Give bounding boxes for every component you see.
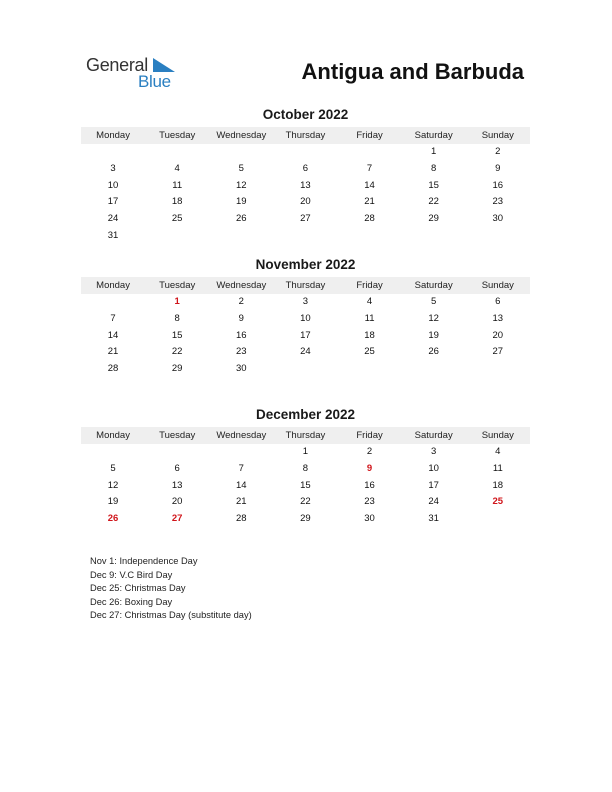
logo-triangle-icon [153,58,175,72]
day-cell: 18 [364,329,375,341]
day-cell: 10 [107,179,119,191]
month-october [81,107,530,245]
week-row [81,344,530,361]
weekday-label: Monday [96,130,130,141]
month-grid [81,444,530,528]
week-row [81,144,530,161]
day-cell: 4 [174,162,180,174]
day-cell: 28 [236,513,247,525]
day-cell: 16 [236,329,247,341]
empty-day-cell [145,144,209,161]
day-cell: 29 [171,363,183,375]
day-cell: 22 [171,346,183,358]
day-cell: 12 [107,479,119,491]
day-cell: 17 [428,479,439,491]
day-cell: 23 [492,196,504,208]
empty-day-cell [466,511,530,528]
week-row [81,361,530,378]
day-cell: 15 [428,179,439,191]
holiday-note: Dec 25: Christmas Day [90,583,186,594]
holiday-note: Nov 1: Independence Day [90,556,198,566]
weekday-header-row [81,277,530,294]
day-cell: 6 [302,162,309,174]
month-november [81,257,530,378]
day-cell: 15 [171,329,183,341]
day-cell: 14 [364,179,375,191]
week-row [81,211,530,228]
weekday-label: Wednesday [216,430,267,441]
day-cell: 2 [495,146,501,157]
empty-day-cell [338,228,402,245]
day-cell: 28 [107,363,119,375]
day-cell: 3 [302,296,309,307]
day-cell: 6 [495,296,501,307]
day-cell: 7 [366,162,373,174]
empty-day-cell [466,228,530,245]
holiday-note: Dec 26: Boxing Day [90,596,173,607]
day-cell: 21 [364,196,375,208]
holiday-date-cell: 25 [492,496,504,508]
day-cell: 5 [110,462,116,474]
weekday-label: Saturday [414,130,453,141]
empty-day-cell [273,144,337,161]
day-cell: 10 [300,312,311,324]
weekday-label: Saturday [414,280,453,291]
empty-day-cell [145,444,209,461]
day-cell: 9 [495,162,501,174]
holiday-note: Dec 27: Christmas Day (substitute day) [90,610,252,621]
day-cell: 4 [495,446,501,457]
day-cell: 22 [428,196,439,208]
day-cell: 11 [492,462,503,474]
week-row [81,194,530,211]
week-row [81,328,530,345]
day-cell: 3 [110,162,116,174]
day-cell: 3 [431,446,437,457]
day-cell: 19 [236,196,247,208]
weekday-label: Wednesday [216,130,267,141]
holiday-date-cell: 1 [174,296,180,307]
day-cell: 26 [428,346,439,358]
day-cell: 12 [236,179,247,191]
weekday-label: Friday [356,430,383,441]
day-cell: 27 [492,346,504,358]
day-cell: 22 [300,496,311,508]
day-cell: 18 [171,196,183,208]
week-row [81,311,530,328]
day-cell: 14 [107,329,119,341]
day-cell: 29 [300,513,311,525]
weekday-label: Sunday [481,280,514,291]
day-cell: 13 [300,179,311,191]
day-cell: 16 [364,479,375,491]
day-cell: 2 [238,296,244,307]
day-cell: 24 [107,213,119,225]
weekday-label: Tuesday [159,130,196,141]
week-row [81,511,530,528]
generalblue-logo [86,55,196,95]
week-row [81,461,530,478]
day-cell: 15 [300,479,311,491]
country-title: Antigua and Barbuda [301,59,524,84]
weekday-label: Sunday [481,130,514,141]
day-cell: 10 [428,462,439,474]
day-cell: 26 [236,213,247,225]
day-cell: 20 [492,329,504,341]
weekday-label: Friday [356,280,383,291]
empty-day-cell [81,444,145,461]
day-cell: 21 [236,496,247,508]
day-cell: 18 [492,479,504,491]
day-cell: 23 [236,346,247,358]
day-cell: 5 [238,162,244,174]
day-cell: 4 [366,296,373,307]
day-cell: 6 [174,462,180,474]
empty-day-cell [209,228,273,245]
day-cell: 30 [236,363,247,375]
month-grid [81,294,530,378]
day-cell: 20 [300,196,311,208]
weekday-label: Tuesday [159,280,196,291]
day-cell: 17 [300,329,311,341]
day-cell: 12 [428,312,439,324]
month-grid [81,144,530,245]
day-cell: 1 [431,146,437,157]
weekday-label: Thursday [285,280,326,291]
day-cell: 14 [236,479,247,491]
day-cell: 30 [492,213,504,225]
day-cell: 29 [428,213,439,225]
day-cell: 31 [428,513,439,525]
empty-day-cell [466,361,530,378]
week-row [81,478,530,495]
weekday-label: Thursday [285,430,326,441]
weekday-label: Sunday [481,430,514,441]
day-cell: 20 [171,496,183,508]
day-cell: 30 [364,513,375,525]
logo-general-text: General [86,55,148,75]
empty-day-cell [402,361,466,378]
day-cell: 16 [492,179,504,191]
holiday-date-cell: 27 [171,513,183,525]
day-cell: 19 [107,496,119,508]
day-cell: 9 [238,312,244,324]
day-cell: 2 [366,446,373,457]
day-cell: 23 [364,496,375,508]
day-cell: 21 [107,346,119,358]
weekday-header-row [81,427,530,444]
empty-day-cell [209,144,273,161]
week-row [81,161,530,178]
empty-day-cell [338,144,402,161]
week-row [81,294,530,311]
day-cell: 24 [300,346,311,358]
weekday-label: Wednesday [216,280,267,291]
day-cell: 8 [302,462,309,474]
weekday-label: Monday [96,430,130,441]
empty-day-cell [273,361,337,378]
empty-day-cell [402,228,466,245]
month-title: October 2022 [262,107,349,122]
empty-day-cell [145,228,209,245]
holiday-date-cell: 26 [107,513,119,525]
day-cell: 7 [110,312,116,324]
day-cell: 31 [107,229,119,241]
day-cell: 19 [428,329,439,341]
month-title: November 2022 [255,257,356,272]
week-row [81,444,530,461]
weekday-label: Friday [356,130,383,141]
month-december [81,407,530,528]
day-cell: 25 [364,346,375,358]
week-row [81,228,530,245]
day-cell: 24 [428,496,439,508]
weekday-label: Saturday [414,430,453,441]
logo-blue-text: Blue [138,72,171,91]
day-cell: 8 [174,312,180,324]
day-cell: 8 [431,162,437,174]
weekday-label: Tuesday [159,430,196,441]
weekday-label: Thursday [285,130,326,141]
day-cell: 28 [364,213,375,225]
empty-day-cell [81,144,145,161]
empty-day-cell [338,361,402,378]
empty-day-cell [209,444,273,461]
day-cell: 13 [492,312,504,324]
day-cell: 27 [300,213,311,225]
day-cell: 17 [107,196,119,208]
month-title: December 2022 [255,407,356,422]
holiday-notes [90,555,252,623]
day-cell: 11 [364,312,375,324]
week-row [81,494,530,511]
day-cell: 13 [171,479,183,491]
day-cell: 25 [171,213,183,225]
weekday-header-row [81,127,530,144]
holiday-date-cell: 9 [366,462,373,474]
day-cell: 5 [431,296,437,307]
day-cell: 7 [238,462,244,474]
empty-day-cell [81,294,145,311]
week-row [81,178,530,195]
holiday-note: Dec 9: V.C Bird Day [90,569,173,580]
day-cell: 11 [172,179,183,191]
weekday-label: Monday [96,280,130,291]
empty-day-cell [273,228,337,245]
day-cell: 1 [302,446,309,457]
